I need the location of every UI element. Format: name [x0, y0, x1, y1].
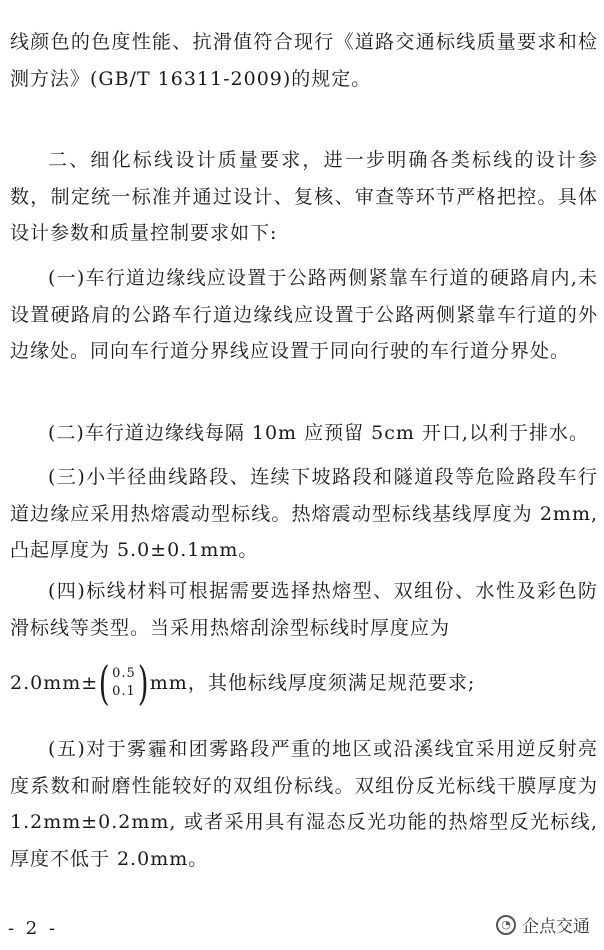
wechat-icon: ◔ — [496, 915, 516, 935]
brand-watermark — [496, 912, 590, 937]
left-paren-icon: ( — [98, 656, 111, 710]
page-number: - 2 - — [8, 918, 59, 939]
formula-tail: ，其他标线厚度须满足规范要求; — [187, 671, 476, 694]
paragraph-7: (五)对于雾霾和团雾路段严重的地区或沿溪线宜采用逆反射亮度系数和耐磨性能较好的双组份标线。双组份反光标线干膜厚度为 1.2mm±0.2mm, 或者采用具有湿态反光功能的热熔型反光标线, 厚度不低于 2.0mm。 — [10, 738, 598, 870]
paragraph-2: 二、细化标线设计质量要求，进一步明确各类标线的设计参数，制定统一标准并通过设计、复核、审查等环节严格把控。具体设计参数和质量控制要求如下: — [10, 149, 598, 244]
paragraph-3: (一)车行道边缘线应设置于公路两侧紧靠车行道的硬路肩内,未设置硬路肩的公路车行道边缘线应设置于公路两侧紧靠车行道的外边缘处。同向车行道分界线应设置于同向行驶的车行道分界处。 — [10, 267, 598, 362]
tolerance-upper: 0.5 — [112, 666, 136, 681]
paragraph-1: 线颜色的色度性能、抗滑值符合现行《道路交通标线质量要求和检测方法》(GB/T 16311-2009)的规定。 — [10, 31, 598, 90]
tolerance-stack — [112, 665, 136, 701]
right-paren-icon: ) — [137, 656, 149, 710]
paragraph-5: (三)小半径曲线路段、连续下坡路段和隧道段等危险路段车行道边缘应采用热熔震动型标线。热熔震动型标线基线厚度为 2mm, 凸起厚度为 5.0±0.1mm。 — [10, 466, 598, 561]
formula-unit: mm — [149, 671, 188, 694]
paragraph-4: (二)车行道边缘线每隔 10m 应预留 5cm 开口,以利于排水。 — [48, 422, 589, 444]
paragraph-6: (四)标线材料可根据需要选择热熔型、双组份、水性及彩色防滑标线等类型。当采用热熔刮涂型标线时厚度应为 — [10, 580, 598, 639]
thickness-formula — [10, 656, 598, 710]
tolerance-lower: 0.1 — [112, 684, 136, 699]
brand-name: 企点交通 — [522, 917, 590, 937]
formula-base: 2.0mm± — [10, 671, 99, 694]
